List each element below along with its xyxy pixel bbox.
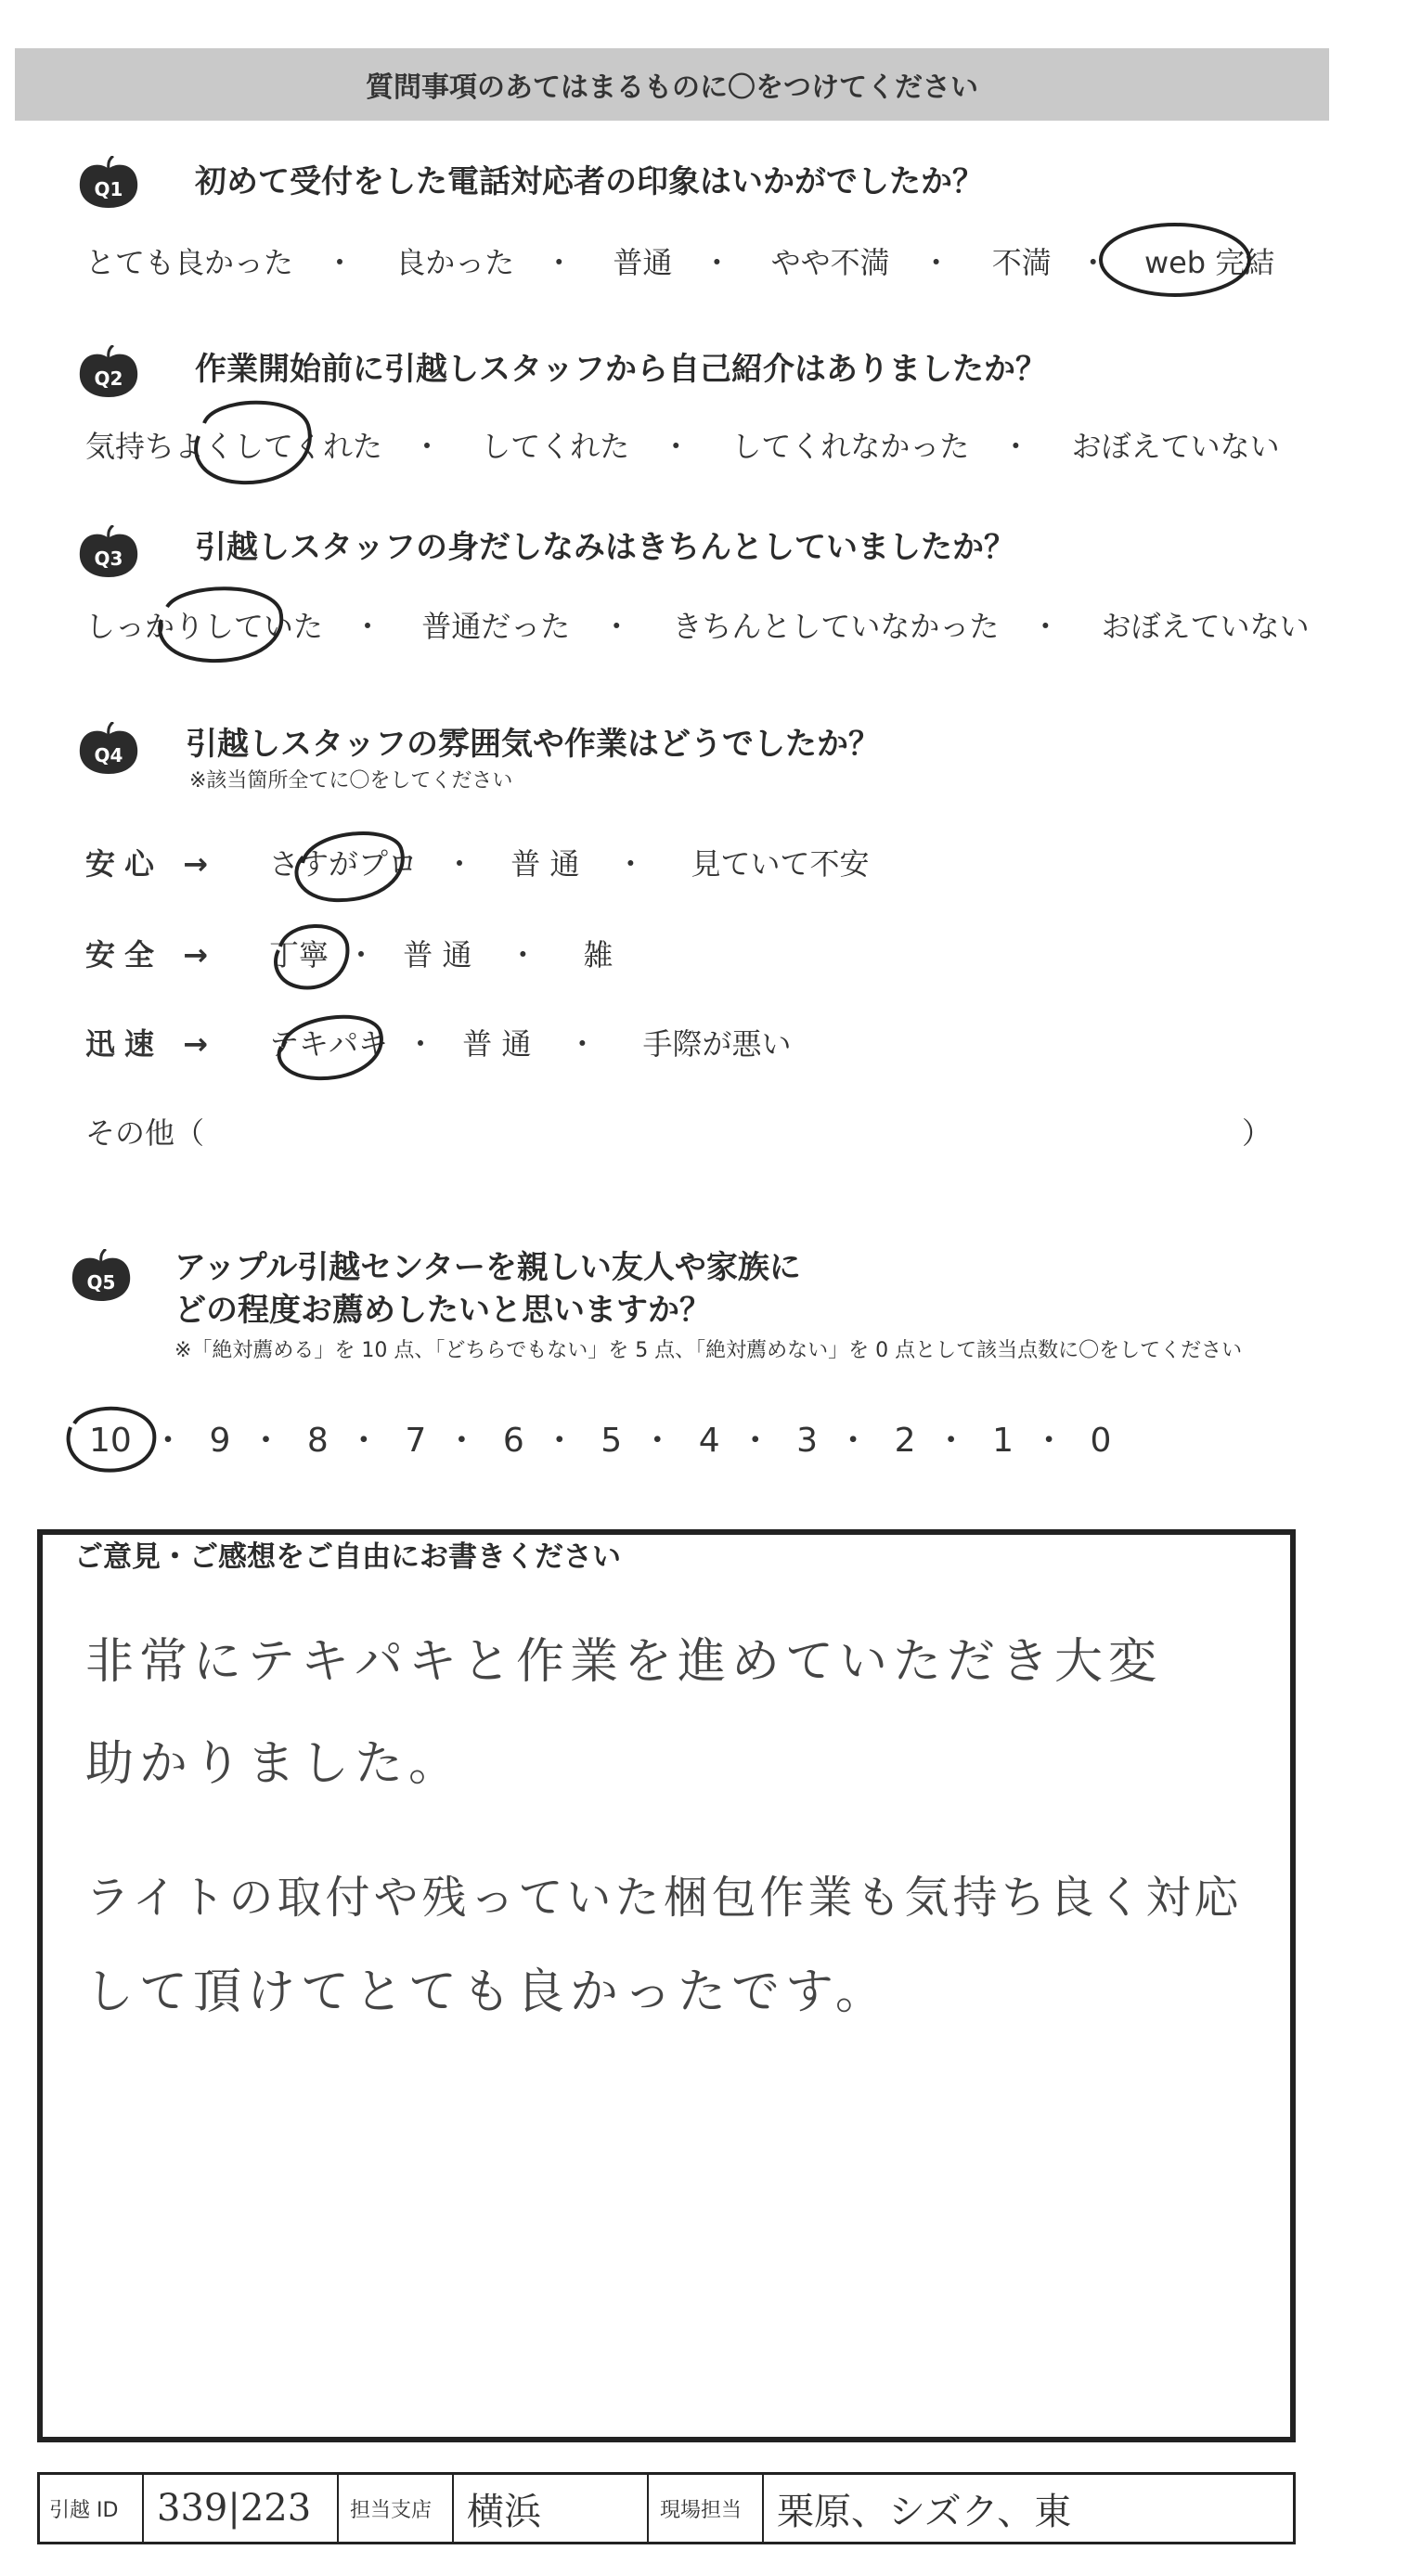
move-id-label: 引越 ID	[49, 2498, 119, 2522]
q4-row-options-anzen: 丁寧 ・ 普 通 ・ 雑	[269, 937, 614, 972]
q4-other-label: その他（	[85, 1115, 205, 1151]
q4-apple-badge-icon	[74, 722, 143, 776]
q5-score-selected[interactable]: 10	[89, 1422, 132, 1460]
q4-jinsoku-selection-circle	[265, 1000, 394, 1093]
arrow-icon: →	[183, 1026, 217, 1062]
q4-row-label-jinsoku: 迅速 →	[85, 1026, 217, 1062]
q2-option[interactable]: してくれなかった	[731, 429, 970, 464]
q1-apple-badge-icon	[74, 156, 143, 210]
q2-option[interactable]: おぼえていない	[1071, 429, 1280, 464]
q5-score-scale: 10 ・ 9 ・ 8 ・ 7 ・ 6 ・ 5 ・ 4 ・ 3 ・ 2 ・ 1 ・ 0	[89, 1414, 1117, 1462]
q1-option-selected[interactable]: web 完結	[1143, 245, 1275, 280]
q1-options: とても良かった ・ 良かった ・ 普通 ・ やや不満 ・ 不満 ・ web 完結	[85, 245, 1275, 280]
q3-question: 引越しスタッフの身だしなみはきちんとしていましたか？	[195, 529, 1015, 566]
q3-option[interactable]: おぼえていない	[1101, 609, 1310, 644]
q5-score[interactable]: 5	[601, 1422, 623, 1460]
move-id-value: 339|223	[157, 2487, 312, 2530]
q5-question-line1: アップル引越センターを親しい友人や家族に	[174, 1249, 801, 1286]
comment-line: して頂けてとても良かったです。	[85, 1964, 889, 2020]
comments-title: ご意見・ご感想をご自由にお書きください	[74, 1540, 621, 1574]
q5-score[interactable]: 1	[992, 1422, 1014, 1460]
q3-badge-label: Q3	[94, 547, 123, 570]
comment-line: 非常にテキパキと作業を進めていただき大変	[85, 1634, 1163, 1690]
q2-question: 作業開始前に引越しスタッフから自己紹介はありましたか？	[195, 351, 1047, 388]
arrow-icon: →	[183, 937, 217, 972]
q4-other-close: ）	[1242, 1115, 1272, 1151]
q4-anzen-selection-circle	[260, 909, 362, 1002]
q4-option-selected[interactable]: さすがプロ	[269, 846, 419, 882]
q3-option-selected[interactable]: しっかりしていた	[85, 609, 324, 644]
instructions-header: 質問事項のあてはまるものに〇をつけてください	[15, 48, 1329, 121]
q5-apple-badge-icon	[67, 1249, 136, 1303]
q4-question: 引越しスタッフの雰囲気や作業はどうでしたか？	[186, 726, 880, 763]
q1-option[interactable]: 普通	[613, 245, 673, 280]
q3-apple-badge-icon	[74, 525, 143, 579]
q5-score[interactable]: 8	[306, 1422, 329, 1460]
q5-note: ※「絶対薦める」を 10 点、「どちらでもない」を 5 点、「絶対薦めない」を 0 点として該当点数に〇をしてください	[174, 1339, 1243, 1362]
staff-value: 栗原、シズク、東	[777, 2490, 1072, 2533]
q5-score[interactable]: 7	[405, 1422, 427, 1460]
q4-row-options-jinsoku: テキパキ ・ 普 通 ・ 手際が悪い	[269, 1026, 792, 1062]
q4-option[interactable]: 手際が悪い	[642, 1026, 792, 1062]
q4-option[interactable]: 見ていて不安	[691, 846, 870, 882]
q4-note: ※該当箇所全てに〇をしてください	[189, 769, 513, 792]
q4-option-selected[interactable]: 丁寧	[269, 937, 329, 972]
q1-option[interactable]: とても良かった	[85, 245, 294, 280]
q1-option[interactable]: やや不満	[770, 245, 890, 280]
q1-option[interactable]: 良かった	[395, 245, 515, 280]
q5-score[interactable]: 2	[894, 1422, 916, 1460]
branch-value: 横浜	[467, 2490, 541, 2533]
q4-row-label-anshin: 安心 →	[85, 846, 217, 882]
q2-option-selected[interactable]: 気持ちよくしてくれた	[85, 429, 383, 464]
q3-options: しっかりしていた ・ 普通だった ・ きちんとしていなかった ・ おぼえていない	[85, 609, 1310, 644]
q4-row-label-anzen: 安全 →	[85, 937, 217, 972]
q5-score[interactable]: 4	[698, 1422, 720, 1460]
comment-line: 助かりました。	[85, 1736, 463, 1792]
q4-row-options-anshin: さすがプロ ・ 普 通 ・ 見ていて不安	[269, 846, 870, 882]
q4-option[interactable]: 普 通	[510, 846, 580, 882]
q5-score[interactable]: 0	[1090, 1422, 1112, 1460]
q5-score[interactable]: 6	[502, 1422, 524, 1460]
q5-score[interactable]: 9	[209, 1422, 231, 1460]
q4-option[interactable]: 普 通	[462, 1026, 532, 1062]
q5-selection-circle	[56, 1392, 167, 1481]
comment-line: ライトの取付や残っていた梱包作業も気持ち良く対応	[85, 1872, 1243, 1924]
q4-badge-label: Q4	[94, 744, 123, 766]
arrow-icon: →	[183, 846, 217, 882]
q2-apple-badge-icon	[74, 345, 143, 399]
q5-score[interactable]: 3	[796, 1422, 819, 1460]
q3-option[interactable]: 普通だった	[421, 609, 571, 644]
q2-selection-circle	[176, 388, 325, 499]
footer-info-bar	[37, 2472, 1296, 2544]
q3-selection-circle	[139, 573, 297, 676]
q2-badge-label: Q2	[94, 367, 123, 390]
q4-option[interactable]: 雑	[583, 937, 614, 972]
q4-anshin-selection-circle	[278, 817, 418, 919]
q5-question-line2: どの程度お薦めしたいと思いますか？	[174, 1292, 711, 1329]
q5-badge-label: Q5	[86, 1271, 116, 1294]
q4-option[interactable]: 普 通	[403, 937, 472, 972]
q2-option[interactable]: してくれた	[481, 429, 630, 464]
branch-label: 担当支店	[350, 2498, 433, 2522]
q1-badge-label: Q1	[94, 178, 123, 200]
q1-option[interactable]: 不満	[991, 245, 1052, 280]
q1-selection-circle	[1093, 215, 1259, 308]
staff-label: 現場担当	[660, 2498, 743, 2522]
q1-question: 初めて受付をした電話対応者の印象はいかがでしたか？	[195, 163, 984, 200]
q2-options: 気持ちよくしてくれた ・ してくれた ・ してくれなかった ・ おぼえていない	[85, 429, 1280, 464]
q3-option[interactable]: きちんとしていなかった	[672, 609, 1000, 644]
q4-option-selected[interactable]: テキパキ	[269, 1026, 389, 1062]
